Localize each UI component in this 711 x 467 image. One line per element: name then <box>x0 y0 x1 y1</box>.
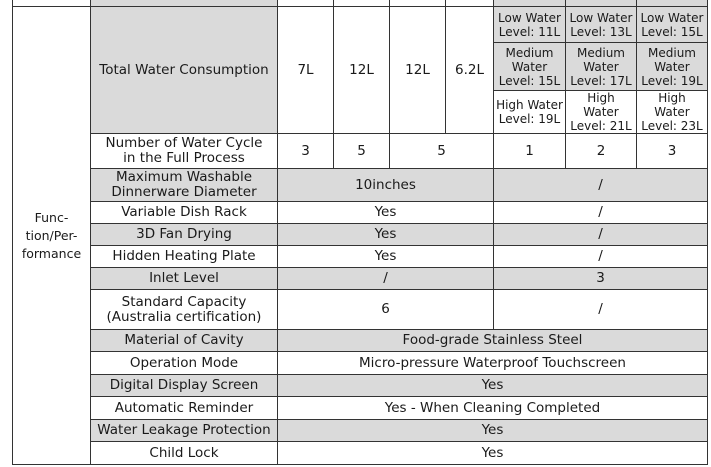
row-value: Yes <box>278 420 708 442</box>
row-label: Hidden Heating Plate <box>91 246 278 268</box>
row-value: 6 <box>278 290 494 330</box>
row-value: / <box>494 246 708 268</box>
table-row <box>13 442 708 465</box>
row-value: / <box>494 169 708 202</box>
category-function-performance: Func- tion/Per- formance <box>13 7 91 465</box>
row-value: Yes <box>278 375 708 397</box>
table-row <box>13 420 708 442</box>
water-value: 7L <box>278 7 334 134</box>
cycle-value: 1 <box>494 134 566 169</box>
table-row <box>13 268 708 290</box>
total-water-label: Total Water Consumption <box>91 7 278 134</box>
medium-level-value: Medium Water Level: 17L <box>566 43 637 91</box>
cycle-value: 2 <box>566 134 637 169</box>
table-row <box>13 7 708 43</box>
row-label: 3D Fan Drying <box>91 224 278 246</box>
table-row <box>13 169 708 202</box>
row-label: Standard Capacity (Australia certification) <box>91 290 278 330</box>
row-label: Automatic Reminder <box>91 397 278 420</box>
row-value: Food-grade Stainless Steel <box>278 330 708 352</box>
table-row <box>13 202 708 224</box>
table-row <box>13 375 708 397</box>
high-level-value: High Water Level: 19L <box>494 91 566 134</box>
row-label: Digital Display Screen <box>91 375 278 397</box>
row-value: / <box>278 268 494 290</box>
table-row <box>13 134 708 169</box>
table-row <box>13 290 708 330</box>
row-label: Maximum Washable Dinnerware Diameter <box>91 169 278 202</box>
row-label: Inlet Level <box>91 268 278 290</box>
row-value: Yes <box>278 202 494 224</box>
row-label: Material of Cavity <box>91 330 278 352</box>
water-value: 12L <box>390 7 446 134</box>
low-level-value: Low Water Level: 15L <box>637 7 708 43</box>
row-value: Yes <box>278 246 494 268</box>
row-label: Variable Dish Rack <box>91 202 278 224</box>
row-value: Micro-pressure Waterproof Touchscreen <box>278 352 708 375</box>
low-level-value: Low Water Level: 11L <box>494 7 566 43</box>
row-value: / <box>494 290 708 330</box>
cycle-value: 3 <box>637 134 708 169</box>
row-value: / <box>494 224 708 246</box>
table-row <box>13 224 708 246</box>
medium-level-value: Medium Water Level: 15L <box>494 43 566 91</box>
row-value: 10inches <box>278 169 494 202</box>
table-row <box>13 352 708 375</box>
water-value: 12L <box>334 7 390 134</box>
row-value: Yes <box>278 224 494 246</box>
row-value: 3 <box>494 268 708 290</box>
table-row <box>13 330 708 352</box>
row-label: Water Leakage Protection <box>91 420 278 442</box>
cycle-value: 3 <box>278 134 334 169</box>
medium-level-value: Medium Water Level: 19L <box>637 43 708 91</box>
high-level-value: High Water Level: 23L <box>637 91 708 134</box>
low-level-value: Low Water Level: 13L <box>566 7 637 43</box>
spec-table <box>12 0 708 465</box>
row-value: Yes - When Cleaning Completed <box>278 397 708 420</box>
cycle-value: 5 <box>390 134 494 169</box>
table-row <box>13 397 708 420</box>
table-row <box>13 246 708 268</box>
row-label: Child Lock <box>91 442 278 465</box>
cycle-value: 5 <box>334 134 390 169</box>
high-level-value: High Water Level: 21L <box>566 91 637 134</box>
water-value: 6.2L <box>446 7 494 134</box>
row-label: Operation Mode <box>91 352 278 375</box>
row-value: Yes <box>278 442 708 465</box>
row-value: / <box>494 202 708 224</box>
row-label: Number of Water Cycle in the Full Process <box>91 134 278 169</box>
